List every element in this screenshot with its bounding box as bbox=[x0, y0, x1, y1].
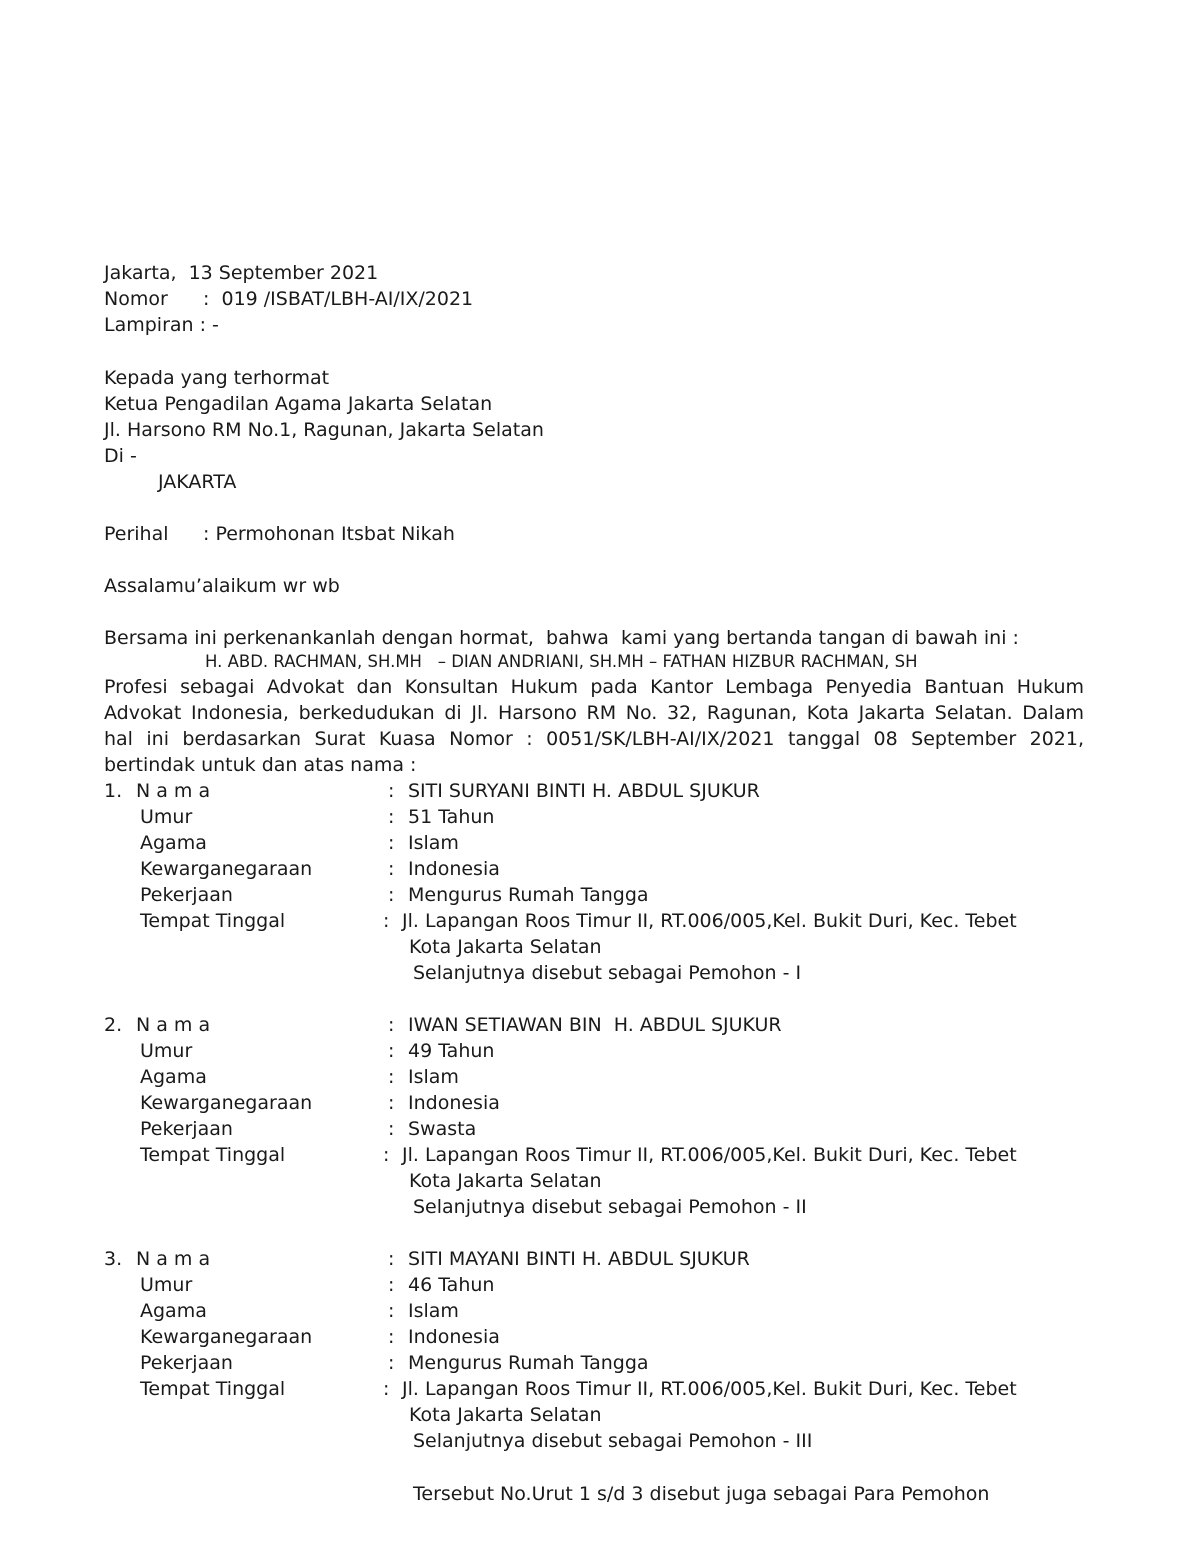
label-agama: Agama bbox=[140, 832, 207, 854]
advocates-line: H. ABD. RACHMAN, SH.MH – DIAN ANDRIANI, SH.MH – FATHAN HIZBUR RACHMAN, SH bbox=[205, 652, 918, 671]
colon: : bbox=[383, 910, 390, 932]
colon: : bbox=[388, 1274, 395, 1296]
colon: : bbox=[388, 1326, 395, 1348]
value-alamat-1: Jl. Lapangan Roos Timur II, RT.006/005,Kel. Bukit Duri, Kec. Tebet bbox=[402, 1144, 1017, 1166]
date-line: Jakarta, 13 September 2021 bbox=[104, 262, 379, 284]
greeting: Assalamu’alaikum wr wb bbox=[104, 575, 340, 597]
label-kewarganegaraan: Kewarganegaraan bbox=[140, 1092, 313, 1114]
colon: : bbox=[388, 832, 395, 854]
perihal-label: Perihal bbox=[104, 523, 169, 545]
petitioner-designation: Selanjutnya disebut sebagai Pemohon - I bbox=[413, 962, 802, 984]
recipient-line-3: Jl. Harsono RM No.1, Ragunan, Jakarta Selatan bbox=[104, 419, 544, 441]
label-kewarganegaraan: Kewarganegaraan bbox=[140, 858, 313, 880]
colon: : bbox=[383, 1378, 390, 1400]
colon: : bbox=[388, 884, 395, 906]
colon: : bbox=[388, 1040, 395, 1062]
value-kewarganegaraan: Indonesia bbox=[408, 1326, 500, 1348]
value-agama: Islam bbox=[408, 1300, 459, 1322]
petitioner-number: 1. bbox=[104, 780, 123, 802]
label-tempat-tinggal: Tempat Tinggal bbox=[140, 1144, 286, 1166]
recipient-line-4: Di - bbox=[104, 445, 137, 467]
colon: : bbox=[388, 1248, 395, 1270]
label-pekerjaan: Pekerjaan bbox=[140, 1118, 233, 1140]
value-pekerjaan: Mengurus Rumah Tangga bbox=[408, 884, 649, 906]
lampiran-line: Lampiran : - bbox=[104, 314, 219, 336]
label-nama: N a m a bbox=[136, 1014, 211, 1036]
value-agama: Islam bbox=[408, 832, 459, 854]
intro-line: Bersama ini perkenankanlah dengan hormat, bahwa kami yang bertanda tangan di bawah ini : bbox=[104, 627, 1019, 649]
label-pekerjaan: Pekerjaan bbox=[140, 884, 233, 906]
paragraph-line-4: bertindak untuk dan atas nama : bbox=[104, 754, 417, 776]
value-umur: 46 Tahun bbox=[408, 1274, 495, 1296]
petitioner-designation: Selanjutnya disebut sebagai Pemohon - II bbox=[413, 1196, 807, 1218]
colon: : bbox=[388, 1352, 395, 1374]
value-alamat-2: Kota Jakarta Selatan bbox=[409, 1170, 602, 1192]
colon: : bbox=[388, 1014, 395, 1036]
value-nama: SITI SURYANI BINTI H. ABDUL SJUKUR bbox=[408, 780, 760, 802]
colon: : bbox=[388, 1066, 395, 1088]
nomor-value: : 019 /ISBAT/LBH-AI/IX/2021 bbox=[203, 288, 474, 310]
value-pekerjaan: Mengurus Rumah Tangga bbox=[408, 1352, 649, 1374]
recipient-line-1: Kepada yang terhormat bbox=[104, 367, 330, 389]
label-nama: N a m a bbox=[136, 1248, 211, 1270]
petitioner-number: 3. bbox=[104, 1248, 123, 1270]
perihal-value: : Permohonan Itsbat Nikah bbox=[203, 523, 455, 545]
value-kewarganegaraan: Indonesia bbox=[408, 1092, 500, 1114]
value-nama: IWAN SETIAWAN BIN H. ABDUL SJUKUR bbox=[408, 1014, 782, 1036]
label-pekerjaan: Pekerjaan bbox=[140, 1352, 233, 1374]
value-alamat-2: Kota Jakarta Selatan bbox=[409, 936, 602, 958]
nomor-label: Nomor bbox=[104, 288, 168, 310]
label-nama: N a m a bbox=[136, 780, 211, 802]
value-umur: 51 Tahun bbox=[408, 806, 495, 828]
colon: : bbox=[388, 1092, 395, 1114]
label-agama: Agama bbox=[140, 1066, 207, 1088]
value-alamat-1: Jl. Lapangan Roos Timur II, RT.006/005,Kel. Bukit Duri, Kec. Tebet bbox=[402, 910, 1017, 932]
value-umur: 49 Tahun bbox=[408, 1040, 495, 1062]
label-tempat-tinggal: Tempat Tinggal bbox=[140, 910, 286, 932]
label-umur: Umur bbox=[140, 1274, 193, 1296]
recipient-city: JAKARTA bbox=[158, 471, 237, 493]
label-agama: Agama bbox=[140, 1300, 207, 1322]
petitioner-number: 2. bbox=[104, 1014, 123, 1036]
paragraph-line-3: hal ini berdasarkan Surat Kuasa Nomor : 0051/SK/LBH-AI/IX/2021 tanggal 08 September 2021, bbox=[104, 728, 1084, 750]
label-tempat-tinggal: Tempat Tinggal bbox=[140, 1378, 286, 1400]
colon: : bbox=[388, 806, 395, 828]
paragraph-line-1: Profesi sebagai Advokat dan Konsultan Hukum pada Kantor Lembaga Penyedia Bantuan Hukum bbox=[104, 676, 1084, 698]
value-pekerjaan: Swasta bbox=[408, 1118, 477, 1140]
petitioner-designation: Selanjutnya disebut sebagai Pemohon - III bbox=[413, 1430, 813, 1452]
value-agama: Islam bbox=[408, 1066, 459, 1088]
colon: : bbox=[383, 1144, 390, 1166]
paragraph-line-2: Advokat Indonesia, berkedudukan di Jl. Harsono RM No. 32, Ragunan, Kota Jakarta Selatan. Dalam bbox=[104, 702, 1084, 724]
value-kewarganegaraan: Indonesia bbox=[408, 858, 500, 880]
label-umur: Umur bbox=[140, 806, 193, 828]
label-kewarganegaraan: Kewarganegaraan bbox=[140, 1326, 313, 1348]
closing-line: Tersebut No.Urut 1 s/d 3 disebut juga sebagai Para Pemohon bbox=[413, 1483, 990, 1505]
recipient-line-2: Ketua Pengadilan Agama Jakarta Selatan bbox=[104, 393, 493, 415]
value-alamat-2: Kota Jakarta Selatan bbox=[409, 1404, 602, 1426]
colon: : bbox=[388, 1118, 395, 1140]
colon: : bbox=[388, 858, 395, 880]
value-alamat-1: Jl. Lapangan Roos Timur II, RT.006/005,Kel. Bukit Duri, Kec. Tebet bbox=[402, 1378, 1017, 1400]
value-nama: SITI MAYANI BINTI H. ABDUL SJUKUR bbox=[408, 1248, 750, 1270]
label-umur: Umur bbox=[140, 1040, 193, 1062]
colon: : bbox=[388, 1300, 395, 1322]
colon: : bbox=[388, 780, 395, 802]
